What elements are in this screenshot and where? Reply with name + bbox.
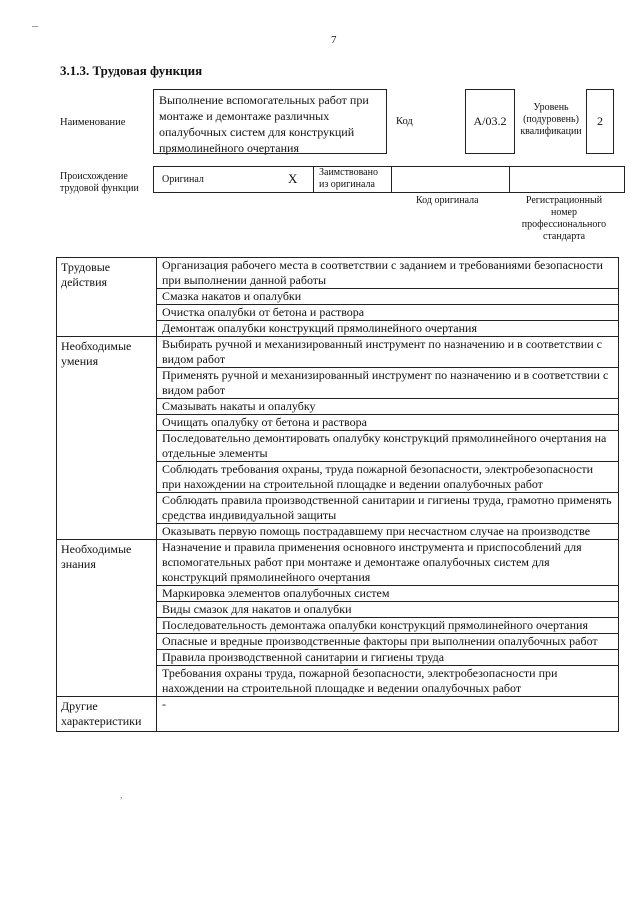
level-box [586,89,614,154]
code-value: A/03.2 [473,114,507,128]
item-cell: Опасные и вредные производственные факторы при выполнении опалубочных работ [157,634,619,650]
category-cell: Другие характеристики [57,697,157,732]
function-name-box [153,89,387,154]
item-cell: Соблюдать требования охраны, труда пожарной безопасности, электробезопасности при нахождении на строительной площадке и ведении опалубочных работ [157,462,619,493]
table-row [57,697,619,732]
reg-number-label: Регистрационный номер профессионального стандарта [521,195,607,242]
borrowed-label: Заимствовано из оригинала [319,167,378,190]
item-cell: Последовательность демонтажа опалубки конструкций прямолинейного очертания [157,618,619,634]
code-original-cell [392,167,510,192]
item-cell: Маркировка элементов опалубочных систем [157,586,619,602]
item-cell: Смазка накатов и опалубки [157,289,619,305]
function-name-value: Выполнение вспомогательных работ при монтаже и демонтаже различных опалубочных систем для конструкций прямолинейного очертания [159,93,369,155]
item-cell: Очистка опалубки от бетона и раствора [157,305,619,321]
item-cell: Требования охраны труда, пожарной безопасности, электробезопасности при нахождении на строительной площадке и ведении опалубочных работ [157,666,619,697]
category-cell: Необходимые знания [57,540,157,697]
table-row [57,540,619,586]
page-number: 7 [331,34,337,46]
code-label: Код [396,116,413,127]
origin-row [153,166,625,193]
section-title: 3.1.3. Трудовая функция [60,63,203,78]
table-row [57,258,619,289]
borrowed-cell [314,167,392,192]
reg-number-cell [510,167,624,192]
item-cell: Соблюдать правила производственной санитарии и гигиены труда, грамотно применять средства индивидуальной защиты [157,493,619,524]
item-cell: Виды смазок для накатов и опалубки [157,602,619,618]
original-cell [154,167,314,192]
original-label: Оригинал [162,174,204,185]
item-cell: Очищать опалубку от бетона и раствора [157,415,619,431]
code-box [465,89,515,154]
item-cell: Смазывать накаты и опалубку [157,399,619,415]
item-cell: Правила производственной санитарии и гигиены труда [157,650,619,666]
item-cell: Оказывать первую помощь пострадавшему при несчастном случае на производстве [157,524,619,540]
margin-scribble: , [120,790,123,801]
item-cell: Применять ручной и механизированный инструмент по назначению и в соответствии с видом работ [157,368,619,399]
level-value: 2 [597,114,603,128]
category-cell: Трудовые действия [57,258,157,337]
table-row [57,337,619,368]
code-original-label: Код оригинала [416,195,479,206]
function-details-table [56,257,619,732]
category-cell: Необходимые умения [57,337,157,540]
original-mark: X [288,171,298,186]
margin-mark: – [32,18,38,32]
item-cell: - [157,697,619,732]
name-label: Наименование [60,117,126,128]
level-label: Уровень (подуровень) квалификации [520,102,582,137]
item-cell: Демонтаж опалубки конструкций прямолинейного очертания [157,321,619,337]
item-cell: Организация рабочего места в соответствии с заданием и требованиями безопасности при выполнении данной работы [157,258,619,289]
item-cell: Назначение и правила применения основного инструмента и приспособлений для вспомогательных работ при монтаже и демонтаже опалубочных систем для конструкций прямолинейного очертания [157,540,619,586]
origin-label: Происхождение трудовой функции [60,171,139,194]
item-cell: Последовательно демонтировать опалубку конструкций прямолинейного очертания на отдельные элементы [157,431,619,462]
item-cell: Выбирать ручной и механизированный инструмент по назначению и в соответствии с видом работ [157,337,619,368]
